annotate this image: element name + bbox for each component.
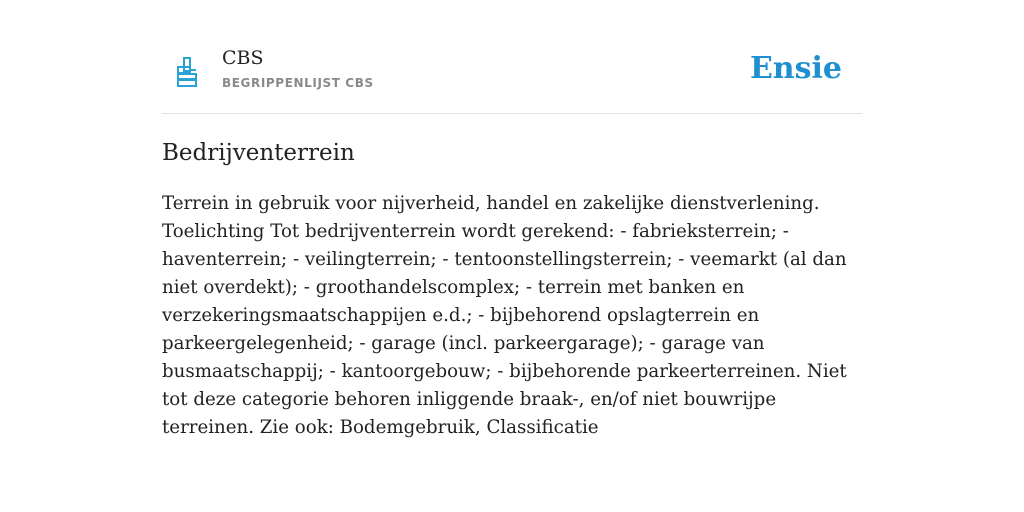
org-name: CBS (222, 47, 264, 69)
brand-logo[interactable]: Ensie (749, 51, 842, 86)
term-definition: Terrein in gebruik voor nijverheid, handel en zakelijke dienstverlening. Toelichting Tot bedrijventerrein wordt gerekend: - fabrieksterrein; - haventerrein; - veilingterrein; - tentoonstellingsterrein; - veemarkt (al dan niet overdekt); - groothandelscomplex; - terrein met banken en verzekeringsmaatschappijen e.d.; - bijbehorend opslagterrein en parkeergelegenheid; - garage (incl. parkeergarage); - garage van busmaatschappij; - kantoorgebouw; - bijbehorende parkeerterreinen. Niet tot deze categorie behoren inliggende braak-, en/of niet bouwrijpe terreinen. Zie ook: Bodemgebruik, Classificatie (162, 193, 847, 438)
card-header (162, 0, 862, 114)
term-title: Bedrijventerrein (162, 140, 355, 166)
definition-card (162, 0, 862, 512)
org-subtitle: BEGRIPPENLIJST CBS (222, 76, 374, 90)
cbs-logo-icon (176, 56, 198, 88)
